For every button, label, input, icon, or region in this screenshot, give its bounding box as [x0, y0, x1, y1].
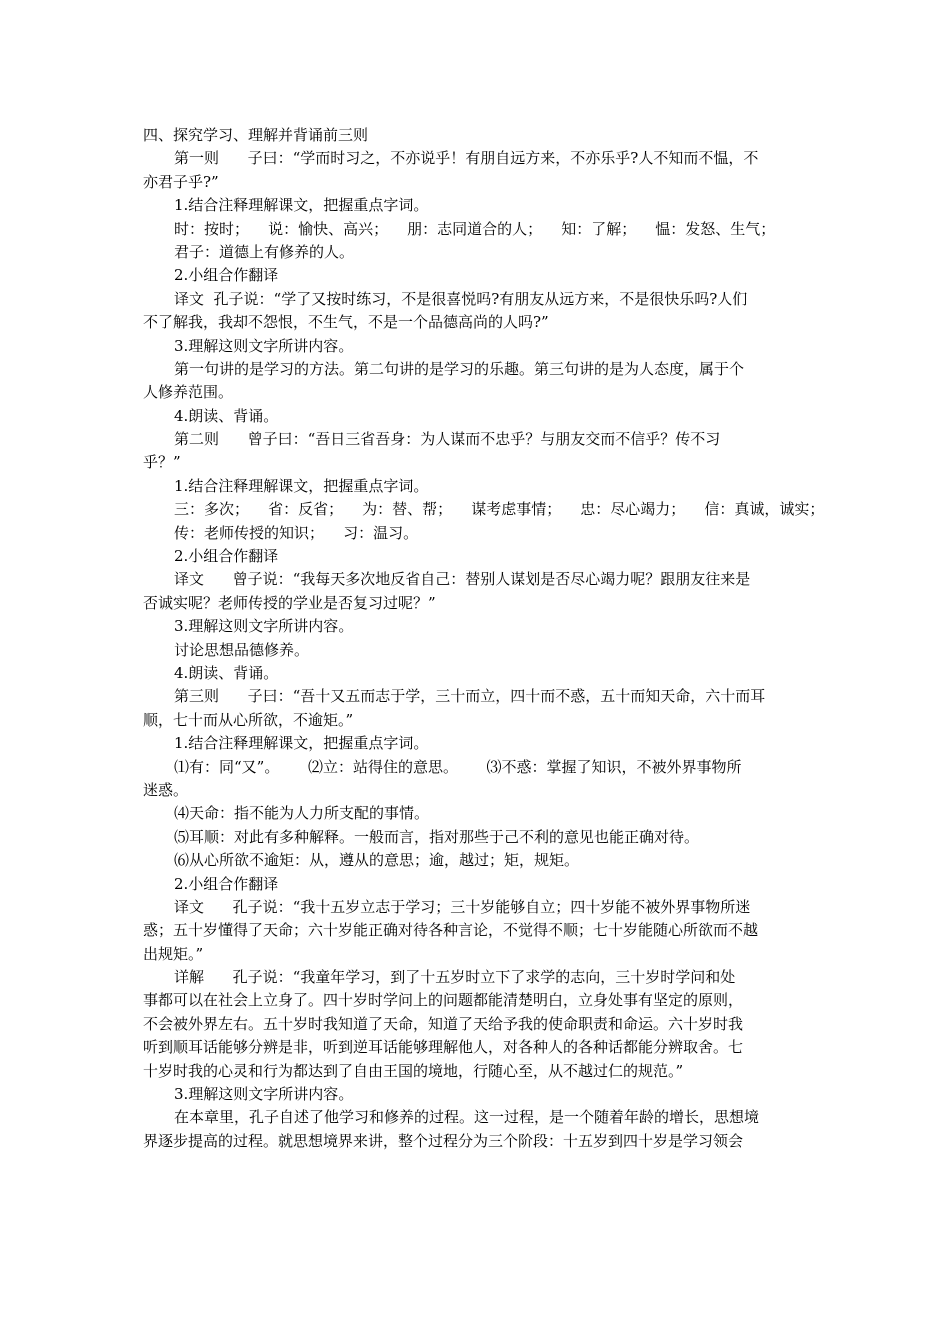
text-line: 君子：道德上有修养的人。 [174, 242, 355, 261]
text-line: 3.理解这则文字所讲内容。 [174, 617, 354, 636]
text-line: 听到顺耳话能够分辨是非，听到逆耳话能够理解他人，对各种人的各种话都能分辨取舍。七 [143, 1038, 744, 1057]
text-line: ⑹从心所欲不逾矩：从，遵从的意思；逾，越过；矩，规矩。 [174, 851, 580, 870]
text-line: 亦君子乎?” [143, 172, 219, 191]
text-line: 在本章里，孔子自述了他学习和修养的过程。这一过程，是一个随着年龄的增长，思想境 [174, 1108, 760, 1127]
text-line: 不会被外界左右。五十岁时我知道了天命，知道了天给予我的使命职责和命运。六十岁时我 [143, 1014, 744, 1033]
text-line: 乎？” [143, 453, 181, 472]
text-line: 译文 孔子说：“我十五岁立志于学习；三十岁能够自立；四十岁能不被外界事物所迷 [174, 897, 751, 916]
text-line: 界逐步提高的过程。就思想境界来讲，整个过程分为三个阶段：十五岁到四十岁是学习领会 [143, 1131, 744, 1150]
text-line: 事都可以在社会上立身了。四十岁时学问上的问题都能清楚明白，立身处事有坚定的原则， [143, 991, 744, 1010]
text-line: 顺，七十而从心所欲，不逾矩。” [143, 710, 354, 729]
text-line: 2.小组合作翻译 [174, 547, 279, 566]
text-line: 时：按时； 说：愉快、高兴； 朋：志同道合的人； 知：了解； 愠：发怒、生气； [174, 219, 776, 238]
text-line: 1.结合注释理解课文，把握重点字词。 [174, 196, 429, 215]
text-line: 否诚实呢？老师传授的学业是否复习过呢？” [143, 593, 436, 612]
text-line: 第一句讲的是学习的方法。第二句讲的是学习的乐趣。第三句讲的是为人态度，属于个 [174, 359, 745, 378]
text-line: ⑷天命：指不能为人力所支配的事情。 [174, 804, 430, 823]
text-line: 讨论思想品德修养。 [174, 640, 310, 659]
text-line: 十岁时我的心灵和行为都达到了自由王国的境地，行随心至，从不越过仁的规范。” [143, 1061, 684, 1080]
text-line: 4.朗读、背诵。 [174, 406, 279, 425]
text-line: 惑；五十岁懂得了天命；六十岁能正确对待各种言论，不觉得不顺；七十岁能随心所欲而不越 [143, 921, 759, 940]
text-line: 3.理解这则文字所讲内容。 [174, 1085, 354, 1104]
text-line: 译文 孔子说：“学了又按时练习，不是很喜悦吗?有朋友从远方来，不是很快乐吗?人们 [174, 289, 748, 308]
text-line: ⑴有：同“又”。 ⑵立：站得住的意思。 ⑶不惑：掌握了知识，不被外界事物所 [174, 757, 742, 776]
text-line: 详解 孔子说：“我童年学习，到了十五岁时立下了求学的志向，三十岁时学问和处 [174, 968, 736, 987]
text-line: 1.结合注释理解课文，把握重点字词。 [174, 734, 429, 753]
text-line: 出规矩。” [143, 944, 204, 963]
text-line: 不了解我，我却不怨恨，不生气，不是一个品德高尚的人吗?” [143, 313, 549, 332]
text-line: 2.小组合作翻译 [174, 266, 279, 285]
text-line: ⑸耳顺：对此有多种解释。一般而言，指对那些于己不利的意见也能正确对待。 [174, 827, 700, 846]
text-line: 2.小组合作翻译 [174, 874, 279, 893]
text-line: 第一则 子曰：“学而时习之，不亦说乎！有朋自远方来，不亦乐乎?人不知而不愠，不 [174, 149, 759, 168]
text-line: 3.理解这则文字所讲内容。 [174, 336, 354, 355]
text-line: 第二则 曾子曰：“吾日三省吾身：为人谋而不忠乎？与朋友交而不信乎？传不习 [174, 430, 721, 449]
text-line: 第三则 子曰：“吾十又五而志于学，三十而立，四十而不惑，五十而知天命，六十而耳 [174, 687, 766, 706]
text-line: 译文 曾子说：“我每天多次地反省自己：替别人谋划是否尽心竭力呢？跟朋友往来是 [174, 570, 751, 589]
text-line: 三：多次； 省：反省； 为：替、帮； 谋考虑事情； 忠：尽心竭力； 信：真诚，诚实； [174, 500, 825, 519]
section-heading: 四、探究学习、理解并背诵前三则 [143, 126, 369, 144]
document-page [143, 124, 825, 1153]
text-line: 迷惑。 [143, 780, 189, 799]
text-line: 人修养范围。 [143, 383, 234, 402]
text-line: 传：老师传授的知识； 习：温习。 [174, 523, 419, 542]
text-line: 4.朗读、背诵。 [174, 663, 279, 682]
text-line: 1.结合注释理解课文，把握重点字词。 [174, 476, 429, 495]
